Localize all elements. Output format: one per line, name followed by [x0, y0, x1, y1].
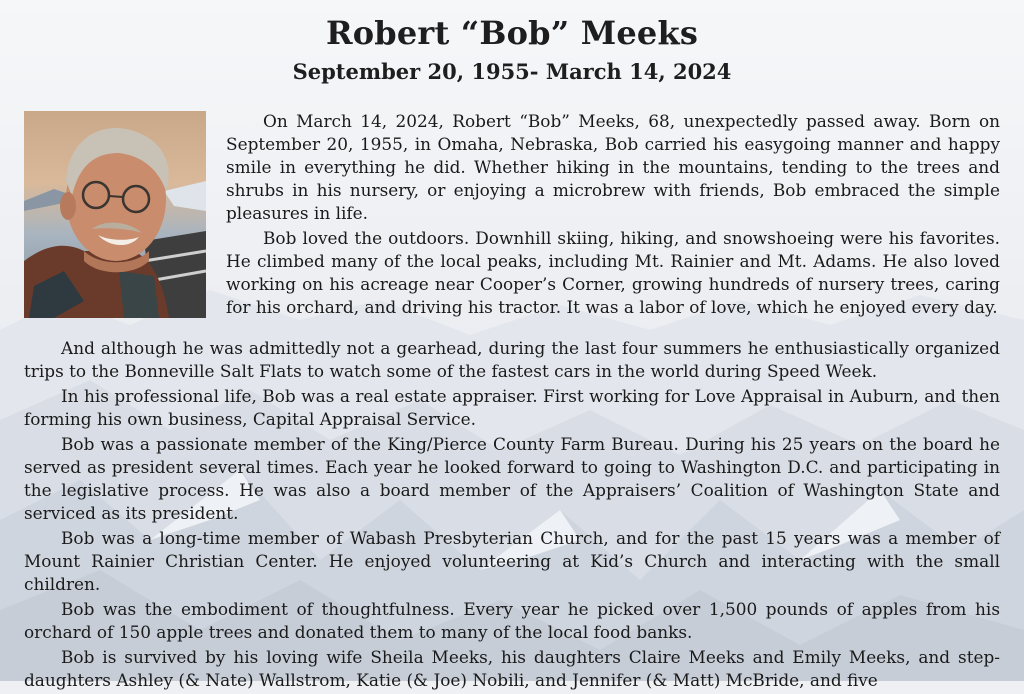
paragraph-survivors: Bob is survived by his loving wife Sheila Meeks, his daughters Claire Meeks and Emily Meeks, and step-daughters Ashley (& Nate) Wallstrom, Katie (& Joe) Nobili, and Jennifer (& Matt) McBride, and five — [24, 647, 1000, 690]
paragraph-farm-bureau: Bob was a passionate member of the King/Pierce County Farm Bureau. During his 25 years on the board he served as president several times. Each year he looked forward to going to Washington D.C. and participating in the legislative process. He was also a board member of the Appraisers’ Coalition of Washington State and serviced as its president. — [24, 434, 1000, 523]
paragraph-professional: In his professional life, Bob was a real estate appraiser. First working for Love Appraisal in Auburn, and then forming his own business, Capital Appraisal Service. — [24, 386, 1000, 429]
paragraph-church: Bob was a long-time member of Wabash Presbyterian Church, and for the past 15 years was a member of Mount Rainier Christian Center. He enjoyed volunteering at Kid’s Church and interacting with the small children. — [24, 528, 1000, 594]
full-width-text — [24, 337, 1000, 694]
paragraph-salt-flats: And although he was admittedly not a gearhead, during the last four summers he enthusiastically organized trips to the Bonneville Salt Flats to watch some of the fastest cars in the world during Speed Week. — [24, 338, 1000, 381]
obituary-name-title: Robert “Bob” Meeks — [325, 14, 699, 52]
life-dates: September 20, 1955- March 14, 2024 — [292, 59, 732, 84]
paragraph-apples: Bob was the embodiment of thoughtfulness. Every year he picked over 1,500 pounds of apples from his orchard of 150 apple trees and donated them to many of the local food banks. — [24, 599, 1000, 642]
portrait-photo — [24, 111, 206, 318]
paragraph-passing: On March 14, 2024, Robert “Bob” Meeks, 68, unexpectedly passed away. Born on September 20, 1955, in Omaha, Nebraska, Bob carried his easygoing manner and happy smile in everything he did. Whether hiking in the mountains, tending to the trees and shrubs in his nursery, or enjoying a microbrew with friends, Bob embraced the simple pleasures in life. — [226, 111, 1000, 223]
paragraph-outdoors: Bob loved the outdoors. Downhill skiing, hiking, and snowshoeing were his favorites. He climbed many of the local peaks, including Mt. Rainier and Mt. Adams. He also loved working on his acreage near Cooper’s Corner, growing hundreds of nursery trees, caring for his orchard, and driving his tractor. It was a labor of love, which he enjoyed every day. — [226, 228, 1000, 317]
side-column-text — [226, 110, 1000, 321]
